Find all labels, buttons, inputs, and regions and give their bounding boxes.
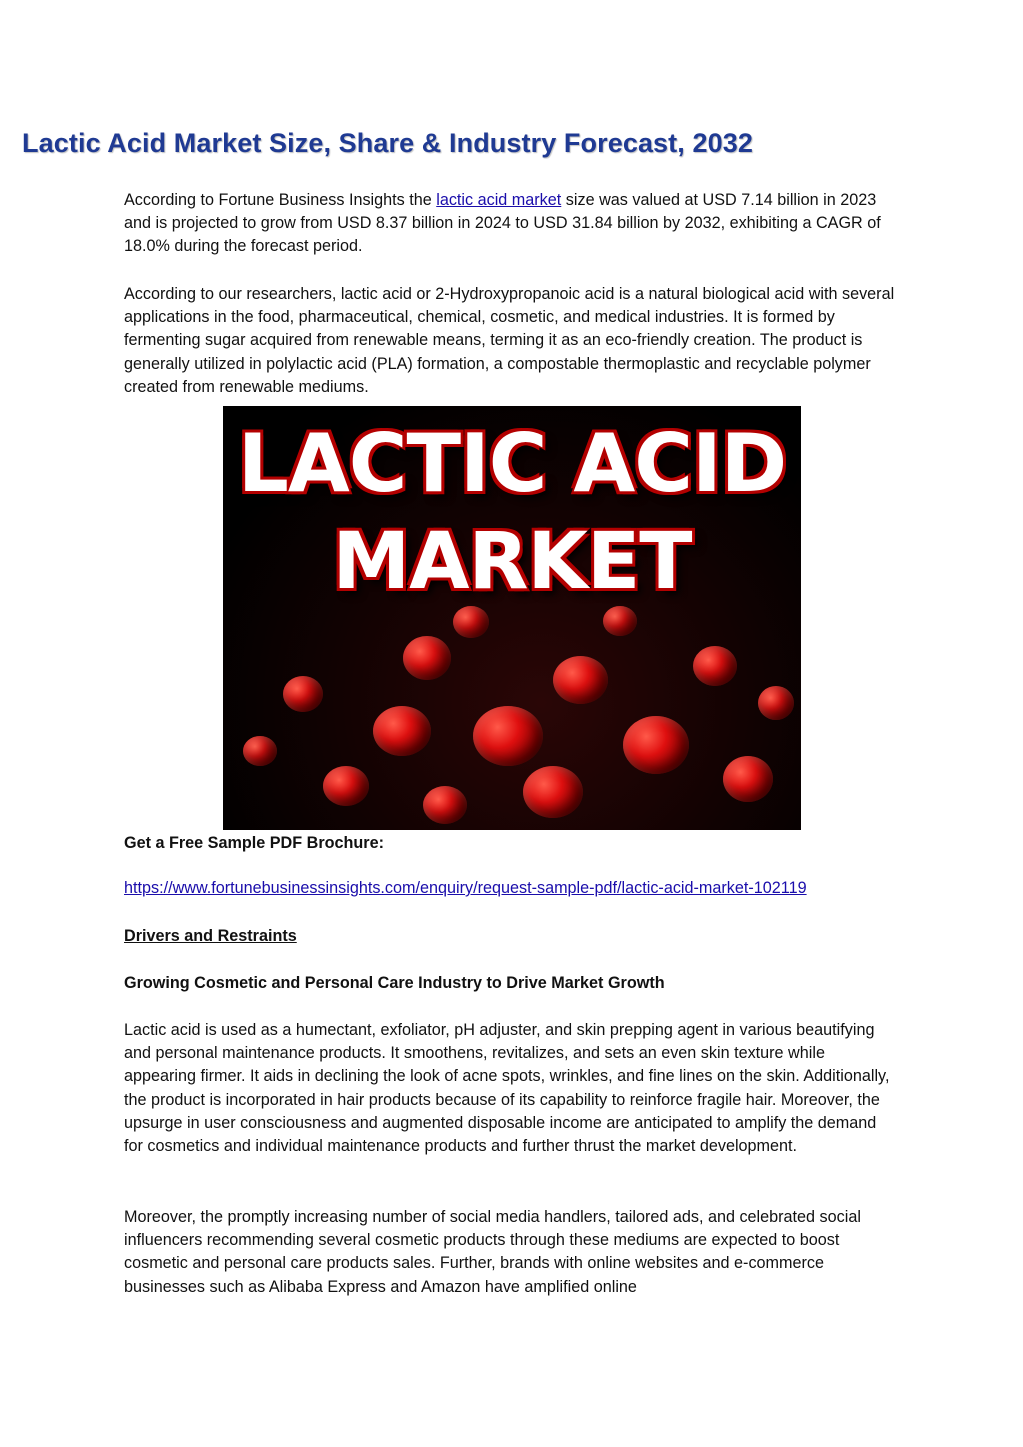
page-title: Lactic Acid Market Size, Share & Industry Forecast, 2032: [22, 128, 753, 158]
intro-text-before: According to Fortune Business Insights the: [124, 191, 437, 209]
hero-image: [223, 406, 801, 830]
blood-cell: [473, 706, 543, 766]
blood-cell: [693, 646, 737, 686]
blood-cell: [553, 656, 608, 704]
blood-cell: [373, 706, 431, 756]
section-subheading: [124, 972, 899, 995]
blood-cell: [243, 736, 277, 766]
blood-cell: [758, 686, 794, 720]
intro-text-after: size was valued at USD 7.14 billion in 2023 and is projected to grow from USD 8.37 billion in 2024 to USD 31.84 billion by 2032, exhibiting a CAGR of 18.0% during the forecast period.: [124, 191, 881, 256]
overview-text: According to our researchers, lactic acid or 2-Hydroxypropanoic acid is a natural biological acid with several applications in the food, pharmaceutical, chemical, cosmetic, and medical industries. It is formed by fermenting sugar acquired from renewable means, terming it as an eco-friendly creation. The product is generally utilized in polylactic acid (PLA) formation, a compostable thermoplastic and recyclable polymer created from renewable mediums.: [124, 285, 895, 396]
cosmetic-paragraph: [124, 1019, 899, 1158]
blood-cell: [453, 606, 489, 638]
intro-paragraph: [124, 189, 899, 259]
blood-cell: [403, 636, 451, 680]
social-media-paragraph: [124, 1206, 899, 1299]
blood-cell: [603, 606, 637, 636]
hero-title-line1: LACTIC ACID: [237, 417, 787, 510]
overview-paragraph: [124, 283, 899, 399]
sample-pdf-link[interactable]: https://www.fortunebusinessinsights.com/enquiry/request-sample-pdf/lactic-acid-market-102119: [124, 879, 807, 897]
cosmetic-text: Lactic acid is used as a humectant, exfoliator, pH adjuster, and skin prepping agent in various beautifying and personal maintenance products. It smoothens, revitalizes, and sets an even skin texture while appearing firmer. It aids in declining the look of acne spots, wrinkles, and fine lines on the skin. Additionally, the product is incorporated in hair products because of its capability to reinforce fragile hair. Moreover, the upsurge in user consciousness and augmented disposable income are anticipated to amplify the demand for cosmetics and individual maintenance products and further thrust the market development.: [124, 1021, 890, 1156]
sample-heading: [124, 832, 899, 855]
sample-heading-text: Get a Free Sample PDF Brochure:: [124, 834, 384, 852]
hero-title-line2: MARKET: [332, 517, 692, 607]
sample-link-row: [124, 877, 899, 900]
drivers-heading: [124, 925, 899, 948]
blood-cell: [283, 676, 323, 712]
section-subheading-text: Growing Cosmetic and Personal Care Industry to Drive Market Growth: [124, 974, 665, 992]
blood-cell: [423, 786, 467, 824]
blood-cell: [323, 766, 369, 806]
blood-cell: [723, 756, 773, 802]
lactic-acid-market-link[interactable]: lactic acid market: [436, 191, 562, 209]
social-media-text: Moreover, the promptly increasing number of social media handlers, tailored ads, and celebrated social influencers recommending several cosmetic products through these mediums are expected to boost cosmetic and personal care products sales. Further, brands with online websites and e-commerce businesses such as Alibaba Express and Amazon have amplified online: [124, 1208, 861, 1296]
blood-cell: [523, 766, 583, 818]
blood-cell: [623, 716, 689, 774]
drivers-heading-text: Drivers and Restraints: [124, 927, 297, 945]
